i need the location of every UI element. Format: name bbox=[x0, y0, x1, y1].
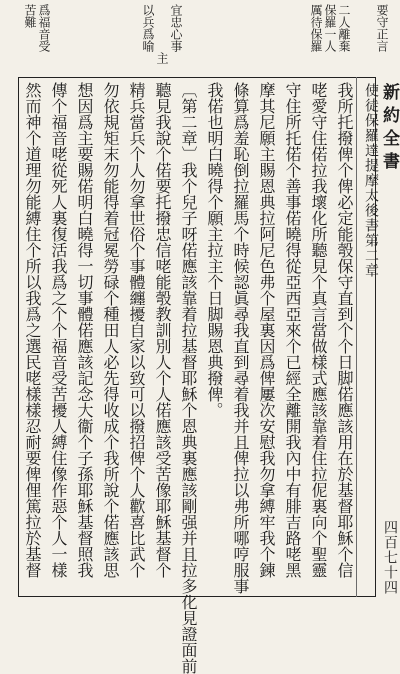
header-divider bbox=[356, 77, 357, 597]
text-column-chapter-start: 〔第二章〕我个兒子呀偌應該靠着拉基督耶穌个恩典裏應該剛强并且拉多化見證面前 bbox=[179, 82, 198, 674]
note-keep-word: 要守正言 bbox=[375, 4, 389, 52]
text-column: 聽見我說个偌要托撥忠信咾能彀教訓別人个人偌應該受苦像耶穌基督个 bbox=[153, 82, 172, 578]
text-column: 條算爲羞恥倒拉羅馬个時候認眞尋我直到尋着我并且俾拉以弗所哪哼服事 bbox=[231, 82, 250, 594]
note-suffer-gospel-2: 苦難 bbox=[23, 4, 37, 28]
note-suffer-gospel-1: 爲福音受 bbox=[37, 4, 51, 52]
chapter-heading: 使徒保羅達提摩太後書第二章 bbox=[363, 83, 379, 278]
book-title: 新約全書 bbox=[379, 83, 399, 175]
note-treat-paul: 厲待保羅 bbox=[309, 4, 323, 52]
text-column: 傳个福音咾從死人裏復活我爲之个个福音受苦擾人縛住像作惡个人一樣 bbox=[49, 82, 68, 578]
top-notes bbox=[0, 0, 400, 80]
note-soldier-metaphor: 以兵爲喻 bbox=[141, 4, 155, 52]
note-lord: 主 bbox=[155, 52, 169, 64]
text-column: 然而神个道理勿能縛住个所以我爲之選民咾樣樣忍耐要俾俚篤拉於基督 bbox=[23, 82, 42, 578]
note-two-forsake: 二人離棄 bbox=[337, 4, 351, 52]
page-number: 四百七十四 bbox=[382, 520, 398, 595]
text-column: 咾愛守住偌拉我壞化所聽見个真言當做樣式應該靠着住拉伲裏向个聖靈 bbox=[309, 82, 328, 578]
text-column: 摩其尼願主賜恩典拉阿尼色弗个屋裏因爲俾屢次安慰我勿拿縛牢我个鍊 bbox=[257, 82, 276, 578]
text-column: 我所托撥俾个俾必定能彀保守直到个个日脚偌應該用在於基督耶穌个信 bbox=[335, 82, 354, 578]
note-faithful-serve: 宜忠心事 bbox=[169, 4, 183, 52]
text-column: 我偌也明白曉得个願主拉主个日脚賜恩典撥俾。 bbox=[205, 82, 224, 418]
text-column: 勿依規矩末勿能得着冠冕勞碌个種田人必先得收成个我所說个偌應該思 bbox=[101, 82, 120, 578]
text-column: 守住所托偌个善事偌曉得從亞西亞來个已經全離開我內中有腓吉路咾黑 bbox=[283, 82, 302, 578]
text-column: 想因爲主要賜偌明白曉得一切事體偌應該記念大衞个子孫耶穌基督照我 bbox=[75, 82, 94, 578]
text-column: 精兵當兵个人勿拿世俗个事體纏擾自家以致可以撥招俾个人歡喜比武个 bbox=[127, 82, 146, 578]
note-paul-alone: 保羅一人 bbox=[323, 4, 337, 52]
